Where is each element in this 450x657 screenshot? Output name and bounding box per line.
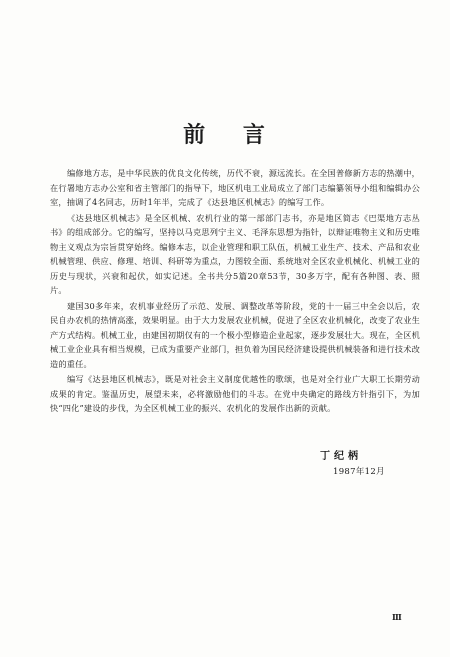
paragraph-2: 《达县地区机械志》是全区机械、农机行业的第一部部门志书，亦是地区简志《巴渠地方志丛书》的组成部分。它的编写，坚持以马克思列宁主义、毛泽东思想为指针，以辩证唯物主义和历史唯物主义观点为宗旨贯穿始终。编修本志，以企业管理和职工队伍，机械工业生产、技术、产品和农业机械管理、供应、修理、培训、科研等为重点，力图较全面、系统地对全区农业机械化、机械工业的历史与现状，兴衰和起伏，如实记述。全书共分5篇20章53节，30多万字，配有各种图、表、照片。 — [50, 212, 420, 295]
paragraph-1: 编修地方志，是中华民族的优良文化传统，历代不衰，源远流长。在全国普修新方志的热潮中，在行署地方志办公室和省主管部门的指导下，地区机电工业局成立了部门志编纂领导小组和编辑办公室，抽调了4名同志，历时1年半，完成了《达县地区机械志》的编写工作。 — [50, 168, 420, 207]
author-signature: 丁纪柄 — [320, 451, 362, 462]
preface-body — [50, 166, 420, 417]
paragraph-4: 编写《达县地区机械志》，既是对社会主义制度优越性的歌颂，也是对全行业广大职工长期劳动成果的肯定。鉴温历史，展望未来，必将激励他们的斗志。在党中央确定的路线方针指引下，为加快“四化”建设的步伐，为全区机械工业的振兴、农机化的发展作出新的贡献。 — [50, 374, 420, 413]
paragraph-3: 建国30多年来，农机事业经历了示范、发展、调整改革等阶段，党的十一届三中全会以后，农民自办农机的热情高涨，效果明显。由于大力发展农业机械，促进了全区农业机械化，改变了农业生产方式结构。机械工业，由建国初期仅有的一个极小型修造企业起家，逐步发展壮大。现在，全区机械工业企业具有相当规模，已成为重要产业部门，担负着为国民经济建设提供机械装备和进行技术改造的重任。 — [50, 300, 420, 369]
page-title: 前 言 — [183, 123, 267, 148]
page-number: Ⅲ — [392, 612, 402, 622]
signature-date: 1987年12月 — [333, 467, 385, 477]
